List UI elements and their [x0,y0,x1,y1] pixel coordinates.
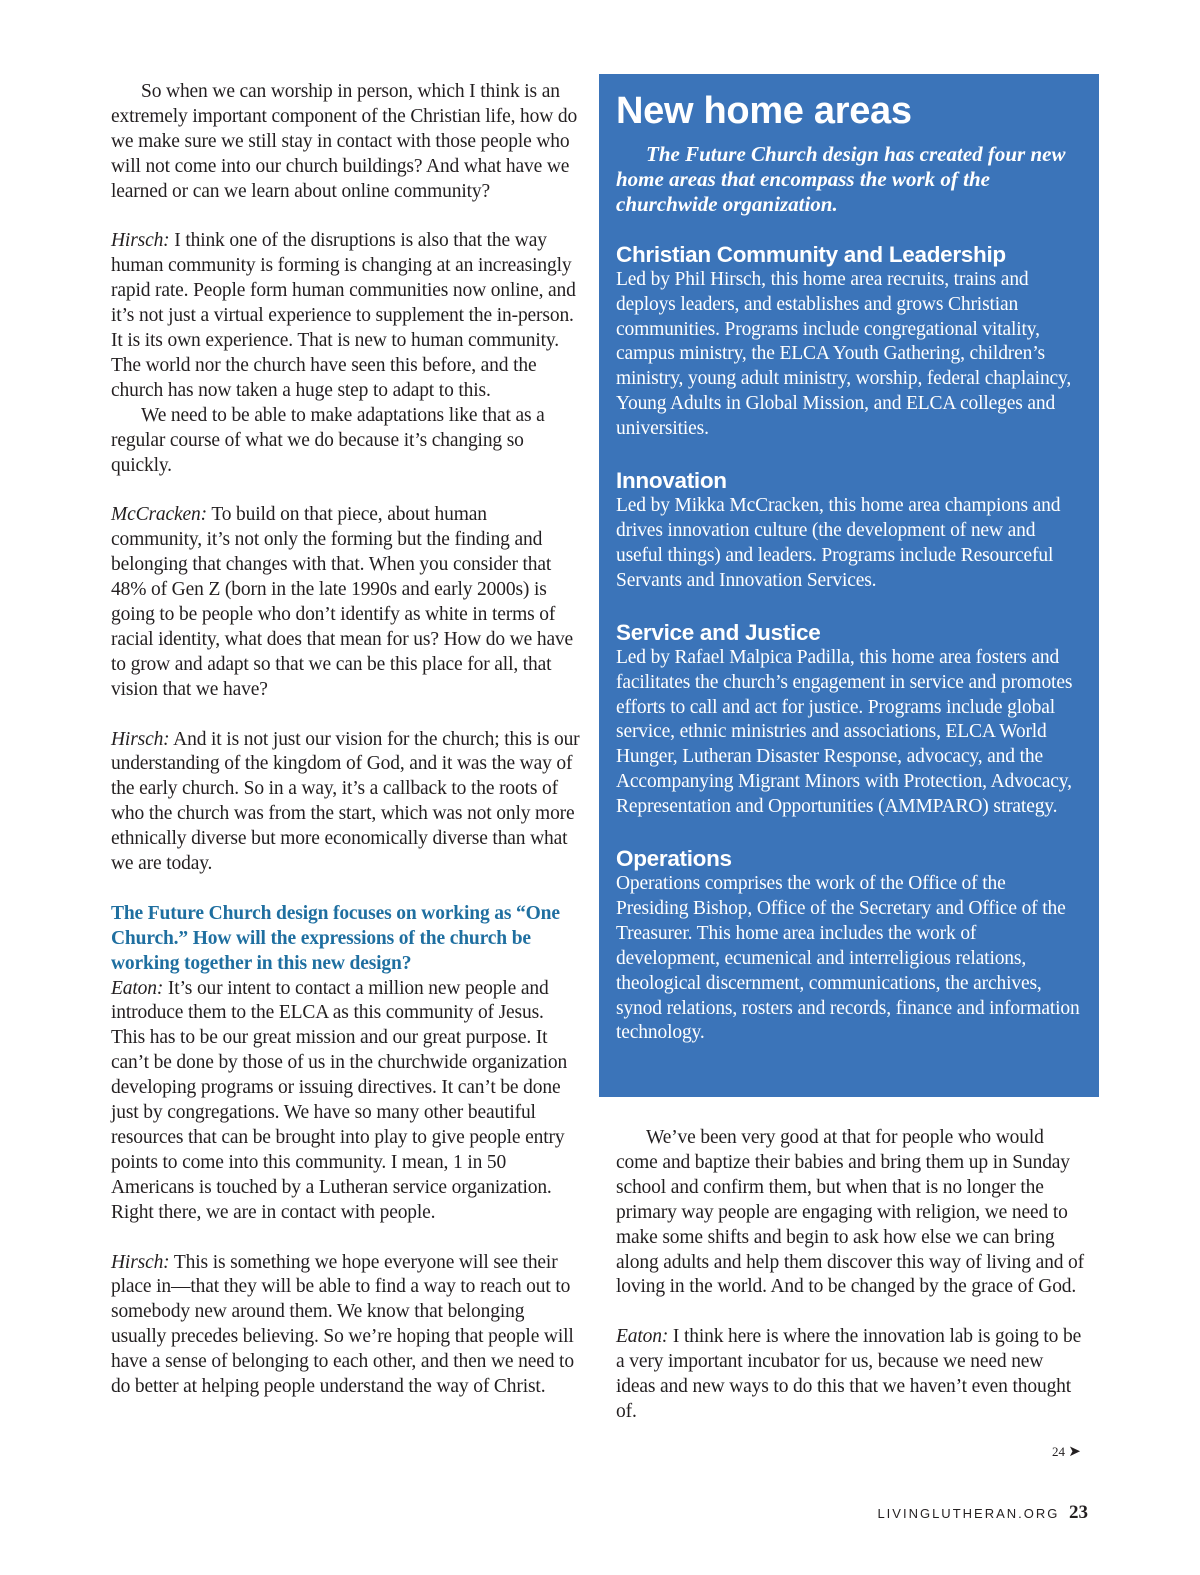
mccracken-answer [111,503,581,702]
page-footer [877,1502,1088,1524]
area-heading-operations: Operations [616,846,732,872]
area-heading-service: Service and Justice [616,619,821,645]
hirsch-answer-2 [111,728,581,877]
sidebar-intro: The Future Church design has created four new home areas that encompass the work of the churchwide organization. [616,142,1066,216]
eaton-answer-2 [616,1325,1086,1425]
hirsch-answer-1-continued: We need to be able to make adaptations like that as a regular course of what we do because it’s changing so quickly. [111,404,545,476]
speaker-label: Eaton: [111,977,164,999]
speaker-label: Eaton: [616,1326,669,1348]
area-body-operations: Operations comprises the work of the Office of the Presiding Bishop, Office of the Secretary and Office of the Treasurer. This home area includes the work of development, ecumenical and interreligious relations, theological discernment, communications, the archives, synod relations, rosters and records, finance and information technology. [616,873,1080,1044]
left-column [111,80,581,1400]
answer-text: This is something we hope everyone will see their place in—that they will be able to find a way to reach out to somebody new around them. We know that belonging usually precedes believing. So we’re hoping that people will have a sense of belonging to each other, and then we need to do better at helping people understand the way of Christ. [111,1251,574,1398]
area-body-service: Led by Rafael Malpica Padilla, this home area fosters and facilitates the church’s engagement in service and promotes efforts to call and act for justice. Programs include global service, ethnic ministries and associations, ELCA World Hunger, Lutheran Disaster Response, advocacy, and the Accompanying Migrant Minors with Protection, Advocacy, Representation and Opportunities (AMMPARO) strategy. [616,646,1073,818]
continued-marker [1052,1442,1081,1461]
right-paragraph-1: We’ve been very good at that for people who would come and baptize their babies and bring them up in Sunday school and confirm them, but when that is no longer the primary way people are engaging with religion, we need to make some shifts and begin to ask how else we can bring along adults and help them discover this way of living and of loving in the world. And to be changed by the grace of God. [616,1127,1084,1298]
speaker-label: Hirsch: [111,1251,170,1273]
answer-text: It’s our intent to contact a million new people and introduce them to the ELCA as this community of Jesus. This has to be our great mission and our great purpose. It can’t be done by those of us in the churchwide organization developing programs or issuing directives. It can’t be done just by congregations. We have so many other beautiful resources that can be brought into play to give people entry points to come into this community. I mean, 1 in 50 Americans is touched by a Lutheran service organization. Right there, we are in contact with people. [111,977,568,1223]
area-body-community: Led by Phil Hirsch, this home area recruits, trains and deploys leaders, and establishes and grows Christian communities. Programs include congregational vitality, campus ministry, the ELCA Youth Gathering, children’s ministry, young adult ministry, worship, federal chaplaincy, Young Adults in Global Mission, and ELCA colleges and universities. [616,268,1072,440]
arrow-right-icon: ➤ [1068,1444,1081,1460]
page-number: 23 [1069,1502,1088,1523]
answer-text: To build on that piece, about human community, it’s not only the forming but the finding and belonging that changes with that. When you consider that 48% of Gen Z (born in the late 1990s and early 2000s) is going to be people who don’t identify as white in terms of racial identity, what does that mean for us? How do we have to grow and adapt so that we can be this place for all, that vision that we have? [111,504,574,700]
area-heading-innovation: Innovation [616,468,727,494]
right-column [616,1126,1086,1425]
home-areas-sidebar [599,74,1099,1097]
speaker-label: Hirsch: [111,230,170,252]
hirsch-answer-1 [111,229,581,403]
speaker-label: McCracken: [111,504,207,526]
eaton-answer-1 [111,902,581,1226]
area-heading-community: Christian Community and Leadership [616,241,1006,267]
answer-text: I think here is where the innovation lab is going to be a very important incubator for us, because we need new ideas and new ways to do this that we haven’t even thought of. [616,1326,1082,1422]
speaker-label: Hirsch: [111,728,170,750]
interview-question: The Future Church design focuses on working as “One Church.” How will the expressions of the church be working together in this new design? [111,902,560,974]
hirsch-answer-3 [111,1251,581,1400]
sidebar-title: New home areas [616,90,912,132]
answer-text: I think one of the disruptions is also that the way human community is forming is changing at an increasingly rapid rate. People form human communities now online, and it’s not just a virtual experience to supplement the in-person. It is its own experience. That is new to human community. The world nor the church have seen this before, and the church has now taken a huge step to adapt to this. [111,230,576,401]
answer-text: And it is not just our vision for the church; this is our understanding of the kingdom of God, and it was the way of the early church. So in a way, it’s a callback to the roots of who the church was from the start, which was not only more ethnically diverse but more economically diverse than what we are today. [111,728,580,875]
intro-paragraph: So when we can worship in person, which I think is an extremely important component of the Christian life, how do we make sure we still stay in contact with those people who will not come into our church buildings? And what have we learned or can we learn about online community? [111,81,578,202]
footer-site: LIVINGLUTHERAN.ORG [877,1506,1060,1521]
area-body-innovation: Led by Mikka McCracken, this home area champions and drives innovation culture (the development of new and useful things) and leaders. Programs include Resourceful Servants and Innovation Services. [616,495,1061,591]
continued-page: 24 [1052,1444,1065,1459]
